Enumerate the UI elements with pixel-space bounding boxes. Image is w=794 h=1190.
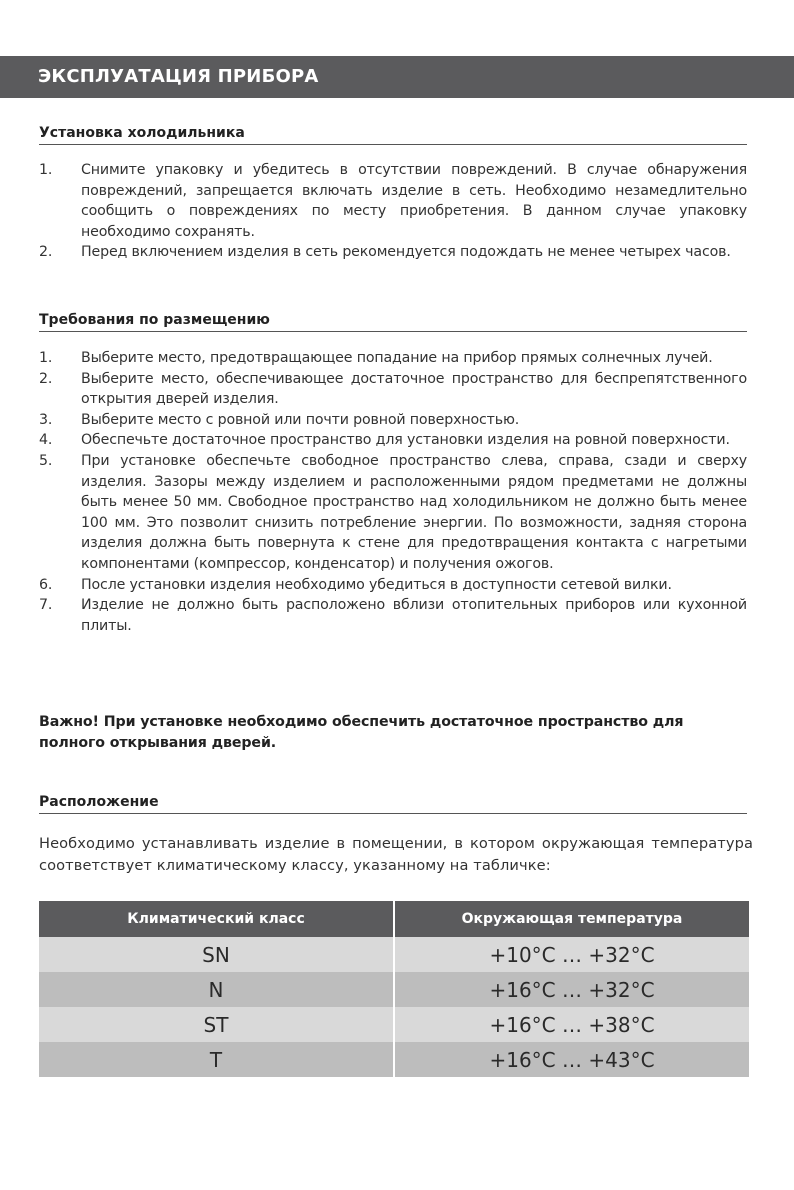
list-item-number: 3. [39, 411, 53, 428]
list-item [39, 430, 747, 451]
list-item-text: Обеспечьте достаточное пространство для установки изделия на ровной поверхности. [81, 432, 730, 449]
location-paragraph: Необходимо устанавливать изделие в помещении, в котором окружающая температура соответствует климатическому классу, указанному на табличке: [39, 835, 753, 874]
placement-list [39, 348, 747, 636]
list-item [39, 348, 747, 369]
list-item-number: 7. [39, 597, 53, 614]
list-item-number: 2. [39, 370, 53, 387]
climate-class-cell: N [39, 972, 394, 1007]
list-item-number: 4. [39, 432, 53, 449]
list-item-text: Выберите место, предотвращающее попадание на прибор прямых солнечных лучей. [81, 350, 713, 366]
list-item-text: Выберите место, обеспечивающее достаточное пространство для беспрепятственного открытия дверей изделия. [81, 370, 747, 408]
list-item [39, 451, 747, 575]
installation-list [39, 160, 747, 263]
page-header [0, 56, 794, 98]
section-title-location: Расположение [39, 793, 747, 814]
list-item [39, 575, 747, 596]
list-item-text: Изделие не должно быть расположено вблизи отопительных приборов или кухонной плиты. [81, 597, 747, 634]
list-item-text: Снимите упаковку и убедитесь в отсутствии повреждений. В случае обнаружения повреждений, запрещается включать изделие в сеть. Необходимо незамедлительно сообщить о повреждениях по месту приобретения. В данном случае упаковку необходимо сохранять. [81, 162, 747, 240]
section-title-placement: Требования по размещению [39, 311, 747, 332]
list-item [39, 160, 747, 242]
table-row [39, 937, 749, 972]
list-item [39, 369, 747, 410]
list-item [39, 410, 747, 431]
temperature-range-cell: +16°C … +43°C [394, 1042, 749, 1077]
column-header-climate-class: Климатический класс [39, 901, 394, 937]
list-item-text: Выберите место с ровной или почти ровной поверхностью. [81, 411, 520, 428]
important-note: Важно! При установке необходимо обеспечить достаточное пространство для полного открывания дверей. [39, 714, 684, 751]
column-header-ambient-temperature: Окружающая температура [394, 901, 749, 937]
page-title: ЭКСПЛУАТАЦИЯ ПРИБОРА [38, 66, 319, 87]
temperature-range-cell: +16°C … +32°C [394, 972, 749, 1007]
climate-class-table [39, 901, 749, 1077]
table-row [39, 1042, 749, 1077]
table-header-row [39, 901, 749, 937]
table-row [39, 972, 749, 1007]
list-item-text: При установке обеспечьте свободное пространство слева, справа, сзади и сверху изделия. Зазоры между изделием и расположенными рядом предметами не должны быть менее 50 мм. Свободное пространство над холодильником не должно быть менее 100 мм. Это позволит снизить потребление энергии. По возможности, задняя сторона изделия должна быть повернута к стене для предотвращения контакта с нагретыми компонентами (компрессор, конденсатор) и получения ожогов. [81, 452, 747, 572]
temperature-range-cell: +16°C … +38°C [394, 1007, 749, 1042]
list-item-number: 2. [39, 244, 53, 261]
list-item-number: 1. [39, 350, 53, 366]
list-item-number: 1. [39, 162, 53, 178]
list-item-number: 5. [39, 452, 53, 469]
climate-class-cell: ST [39, 1007, 394, 1042]
temperature-range-cell: +10°C … +32°C [394, 937, 749, 972]
table-row [39, 1007, 749, 1042]
section-title-installation: Установка холодильника [39, 124, 747, 145]
list-item [39, 595, 747, 636]
list-item-text: Перед включением изделия в сеть рекомендуется подождать не менее четырех часов. [81, 244, 731, 261]
list-item-number: 6. [39, 576, 53, 593]
climate-class-cell: T [39, 1042, 394, 1077]
list-item [39, 242, 747, 263]
climate-class-cell: SN [39, 937, 394, 972]
list-item-text: После установки изделия необходимо убедиться в доступности сетевой вилки. [81, 576, 672, 593]
